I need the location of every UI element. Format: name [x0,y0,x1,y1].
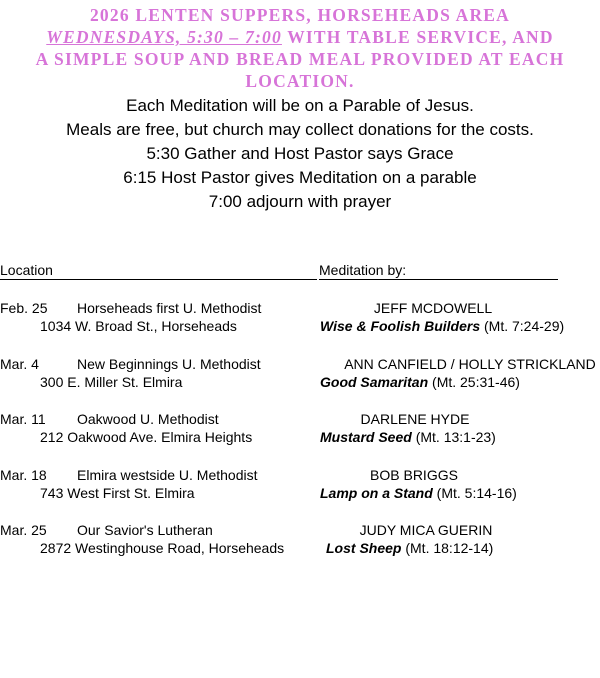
entry-parable: Good Samaritan [320,374,429,390]
info-line-parable: Each Meditation will be on a Parable of Jesus. [126,96,474,115]
title-days-times: WEDNESDAYS, 5:30 – 7:00 [46,27,282,47]
entry-parable-line [326,540,493,556]
schedule-entry [0,522,600,562]
entry-reference: (Mt. 5:14-16) [432,485,517,501]
entry-address: 743 West First St. Elmira [40,485,195,501]
entry-speaker: JUDY MICA GUERIN [359,522,493,538]
entry-church: New Beginnings U. Methodist [77,356,261,372]
event-info [0,94,600,214]
info-line-adjourn: 7:00 adjourn with prayer [208,192,392,211]
entry-parable: Lost Sheep [326,540,402,556]
entry-date: Mar. 25 [0,522,47,538]
entry-parable-line [320,485,517,501]
entry-reference: (Mt. 7:24-29) [480,318,565,334]
entry-reference: (Mt. 25:31-46) [428,374,520,390]
info-line-meditation: 6:15 Host Pastor gives Meditation on a parable [123,168,477,187]
info-line-gather: 5:30 Gather and Host Pastor says Grace [146,144,454,163]
schedule-entry [0,411,600,451]
schedule-entry [0,467,600,507]
title-line-1: 2026 LENTEN SUPPERS, HORSEHEADS AREA [89,5,510,25]
location-column-header: Location [0,261,317,280]
entry-parable-line [320,429,496,445]
title-line-2 [0,26,600,48]
entry-speaker: JEFF MCDOWELL [373,300,493,316]
entry-reference: (Mt. 18:12-14) [401,540,494,556]
entry-church: Elmira westside U. Methodist [77,467,258,483]
entry-church: Horseheads first U. Methodist [77,300,262,316]
entry-date: Mar. 11 [0,411,46,427]
entry-parable-line [320,374,520,390]
entry-address: 2872 Westinghouse Road, Horseheads [40,540,285,556]
entry-speaker: DARLENE HYDE [360,411,470,427]
entry-address: 1034 W. Broad St., Horseheads [40,318,237,334]
entry-date: Mar. 18 [0,467,47,483]
schedule-entry [0,356,600,396]
meditation-column-header: Meditation by: [319,261,558,280]
entry-speaker: ANN CANFIELD / HOLLY STRICKLAND [344,356,596,372]
info-line-meals: Meals are free, but church may collect donations for the costs. [66,120,534,139]
entry-date: Mar. 4 [0,356,39,372]
entry-address: 212 Oakwood Ave. Elmira Heights [40,429,253,445]
entry-parable: Lamp on a Stand [320,485,433,501]
entry-church: Oakwood U. Methodist [77,411,219,427]
title-line-2-rest: WITH TABLE SERVICE, AND [281,27,554,47]
flyer-title [0,4,600,92]
entry-reference: (Mt. 13:1-23) [411,429,496,445]
entry-parable: Mustard Seed [320,429,412,445]
schedule-entry [0,300,600,340]
entry-parable: Wise & Foolish Builders [320,318,481,334]
title-line-3: A SIMPLE SOUP AND BREAD MEAL PROVIDED AT EACH [35,49,565,69]
entry-speaker: BOB BRIGGS [370,467,458,483]
entry-address: 300 E. Miller St. Elmira [40,374,183,390]
title-line-4: LOCATION. [245,71,355,91]
entry-date: Feb. 25 [0,300,48,316]
entry-church: Our Savior's Lutheran [77,522,213,538]
entry-parable-line [320,318,564,334]
